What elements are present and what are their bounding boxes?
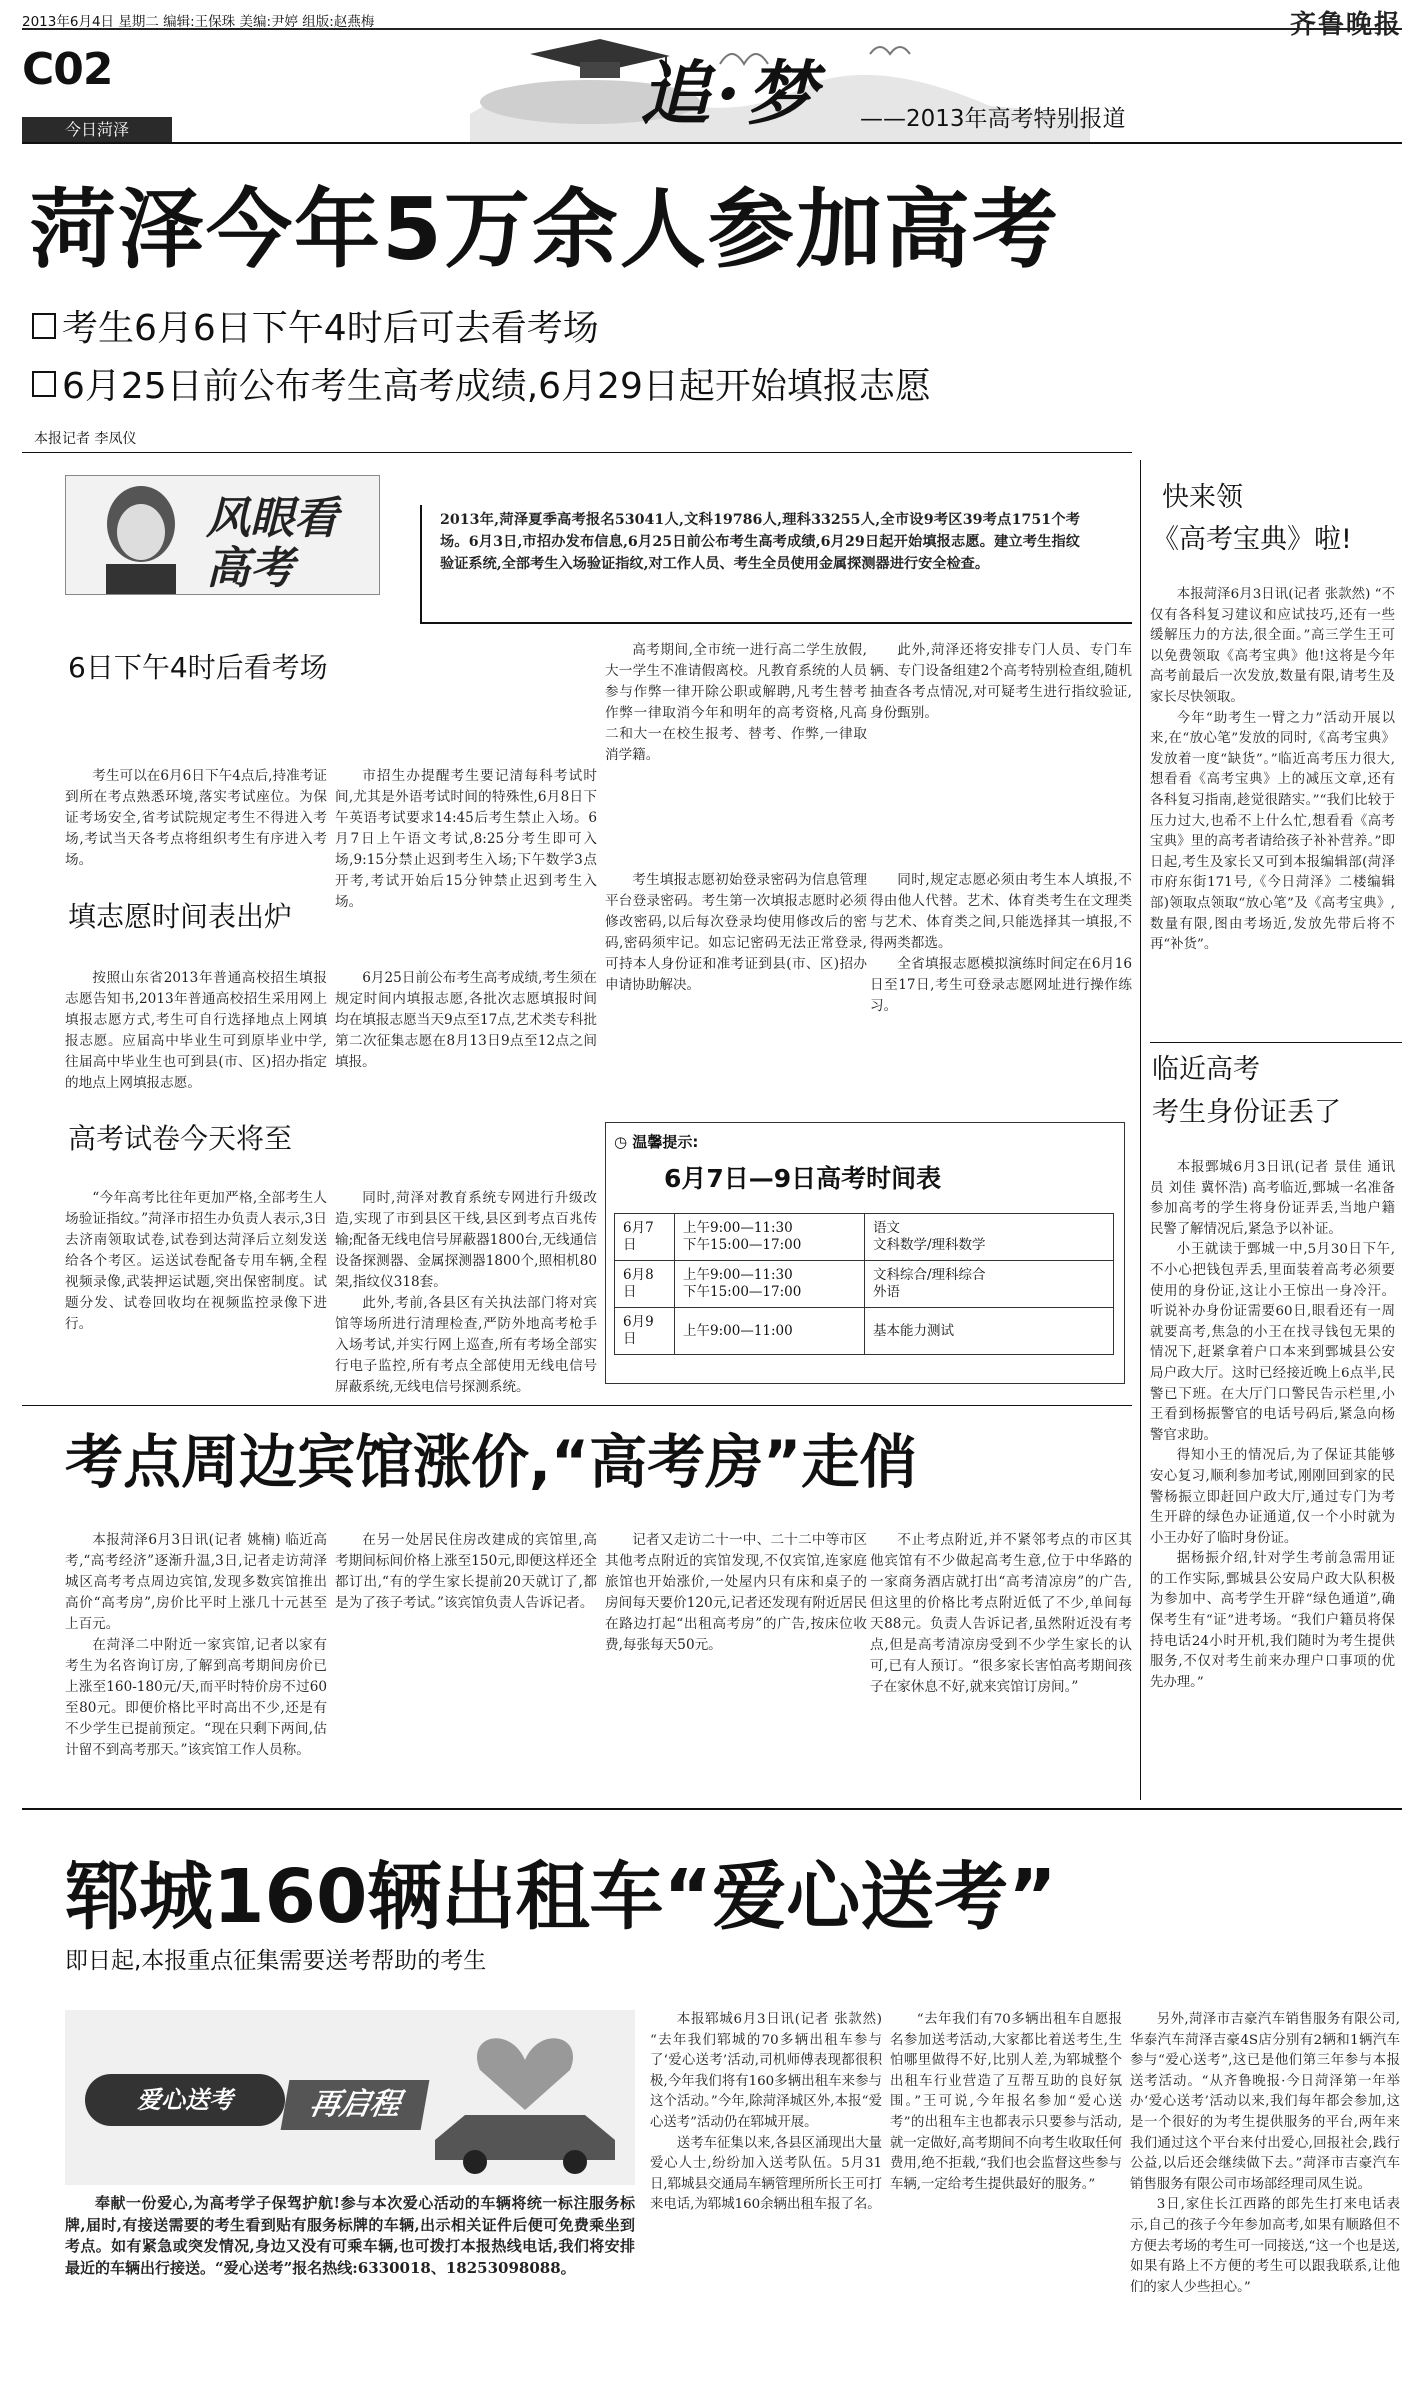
table-row	[615, 1261, 1114, 1308]
paragraph	[870, 870, 1132, 1096]
lead-byline: 本报记者 李凤仪	[34, 431, 137, 447]
taxi-headline: 郓城160辆出租车“爱心送考”	[65, 1854, 1057, 1940]
checkbox-square-icon	[32, 371, 56, 397]
table-cell: 上午9:00—11:30 下午15:00—17:00	[675, 1261, 865, 1308]
table-cell: 语文 文科数学/理科数学	[865, 1214, 1114, 1261]
heading-exam-book-1: 快来领	[1162, 482, 1243, 513]
table-row	[615, 1308, 1114, 1355]
paragraph	[1130, 2010, 1400, 2395]
paragraph-text: 本报菏泽6月3日讯(记者 姚楠) 临近高考,“高考经济”逐渐升温,3日,记者走访菏泽城区高考考点周边宾馆,发现多数宾馆推出高价“高考房”,房价比平时上涨几十元甚至上百元。	[65, 1532, 327, 1632]
heading-fill-application: 填志愿时间表出炉	[68, 900, 293, 933]
lead-subhead-2-text: 6月25日前公布考生高考成绩,6月29日起开始填报志愿	[62, 366, 931, 407]
paragraph-text: 得知小王的情况后,为了保证其能够安心复习,顺利参加考试,刚刚回到家的民警杨振立即赶回户政大厅,通过专门为考生开辟的绿色办证通道,仅一个小时就为小王办好了临时身份证。	[1150, 1448, 1395, 1546]
column-divider	[1140, 460, 1141, 1800]
paragraph-text: 记者又走访二十一中、二十二中等市区其他考点附近的宾馆发现,不仅宾馆,连家庭旅馆也开始涨价,一处屋内只有床和桌子的房间每天要价120元,记者还发现有附近居民在路边打起“出租高考房”的广告,按床位收费,每张每天50元。	[605, 1532, 867, 1653]
page-number: C02	[22, 44, 113, 95]
paragraph-text: 全省填报志愿模拟演练时间定在6月16日至17日,考生可登录志愿网址进行操作练习。	[870, 956, 1132, 1014]
chase-dream-title: 追·梦	[640, 52, 823, 135]
heading-see-exam-room: 6日下午4时后看考场	[68, 651, 328, 684]
hotel-headline: 考点周边宾馆涨价,“高考房”走俏	[65, 1428, 918, 1496]
paragraph-text: 今年“助考生一臂之力”活动开展以来,在“放心笔”发放的同时,《高考宝典》发放着一度“缺货”。”临近高考压力很大,想看看《高考宝典》上的减压文章,还有各科复习指南,趁觉很踏实。”“我们比较于压力过大,也希不上什么忙,想看看《高考宝典》里的高考者请给孩子补补营养。”即日起,考生及家长又可到本报编辑部(菏泽市府东街171号,《今日菏泽》二楼编辑部)领取点领取“放心笔”及《高考宝典》,数量有限,图由考场近,发放先带后将不再“补货”。	[1150, 710, 1395, 953]
divider	[22, 1808, 1402, 1810]
paragraph-text: 3日,家住长江西路的郎先生打来电话表示,自己的孩子今年参加高考,如果有顺路但不方便去考场的考生可一同接送,“这一个也是送,如果有路上不方便的考生可以跟我联系,让他们的家人少些担心。”	[1130, 2197, 1400, 2295]
exam-schedule-box	[605, 1122, 1125, 1384]
paragraph	[605, 640, 867, 854]
heading-lost-id-1: 临近高考	[1152, 1054, 1260, 1085]
lead-subhead-1	[32, 300, 599, 351]
paragraph	[870, 640, 1132, 854]
paragraph	[605, 1530, 867, 1796]
love-delivery-logo	[65, 2010, 635, 2185]
paragraph-text: 考生填报志愿初始登录密码为信息管理平台登录密码。考生第一次填报志愿时必须修改密码,以后每次登录均使用修改后的密码,密码须牢记。如忘记密码无法正常登录,可持本人身份证和准考证到县(市、区)招办申请协助解决。	[605, 872, 867, 993]
table-cell: 6月7日	[615, 1214, 675, 1261]
paragraph-text: 在菏泽二中附近一家宾馆,记者以家有考生为名咨询订房,了解到高考期间房价已上涨至160-180元/天,而平时特价房不过60至80元。即便价格比平时高出不少,还是有不少学生已提前预定。“现在只剩下两间,估计留不到高考那天。”该宾馆工作人员称。	[65, 1637, 327, 1758]
paragraph-text: 同时,菏泽对教育系统专网进行升级改造,实现了市到县区干线,县区到考点百兆传输;配备无线电信号屏蔽器1800台,无线通信设备探测器、金属探测器1800个,照相机80架,指纹仪318套。	[335, 1190, 597, 1290]
paragraph-text: 小王就读于鄄城一中,5月30日下午,不小心把钱包弄丢,里面装着高考必须要使用的身份证,这让小王惊出一身冷汗。听说补办身份证需要60日,眼看还有一周就要高考,焦急的小王在找寻钱包无果的情况下,赶紧拿着户口本来到鄄城县公安局户政大厅。这时已经接近晚上6点半,民警已下班。在大厅门口警民告示栏里,小王看到杨振警官的电话号码后,紧急向杨警官求助。	[1150, 1242, 1395, 1443]
clock-icon: ◷	[614, 1133, 628, 1151]
checkbox-square-icon	[32, 313, 56, 339]
paragraph	[65, 968, 327, 1096]
table-cell: 上午9:00—11:00	[675, 1308, 865, 1355]
lead-headline: 菏泽今年5万余人参加高考	[30, 180, 1060, 280]
paragraph-text: 高考期间,全市统一进行高二学生放假,大一学生不准请假离校。凡教育系统的人员参与作弊一律开除公职或解聘,凡考生替考作弊一律取消今年和明年的高考资格,凡高二和大一在校生报考、替考、作弊,一律取消学籍。	[605, 642, 867, 763]
schedule-tip-text: 温馨提示:	[632, 1133, 699, 1151]
paragraph	[335, 1188, 597, 1398]
heading-lost-id-2: 考生身份证丢了	[1152, 1097, 1341, 1128]
paragraph-text: 本报郓城6月3日讯(记者 张款然) “去年我们郓城的70多辆出租车参与了‘爱心送考’活动,司机师傅表现都很积极,今年我们将有160多辆出租车来参与这个活动。”今年,除菏泽城区外,本报“爱心送考”活动仍在郓城开展。	[650, 2012, 882, 2130]
table-cell: 6月8日	[615, 1261, 675, 1308]
paragraph	[890, 2010, 1122, 2395]
masthead	[22, 8, 1402, 40]
paragraph	[65, 766, 327, 868]
logo-text-2: 再启程	[281, 2080, 430, 2130]
heading-exam-book-2: 《高考宝典》啦!	[1152, 524, 1352, 555]
schedule-title: 6月7日—9日高考时间表	[664, 1164, 942, 1193]
heading-exam-papers: 高考试卷今天将至	[68, 1122, 293, 1155]
car-heart-icon	[425, 2020, 625, 2170]
table-cell: 上午9:00—11:30 下午15:00—17:00	[675, 1214, 865, 1261]
header-divider	[22, 142, 1402, 144]
paragraph-text: 此外,考前,各县区有关执法部门将对宾馆等场所进行清理检查,严防外地高考枪手入场考试,并实行网上巡查,所有考场全部实行电子监控,所有考点全部使用无线电信号屏蔽系统,无线电信号探测系统。	[335, 1295, 597, 1395]
table-cell: 基本能力测试	[865, 1308, 1114, 1355]
paragraph-text: 据杨振介绍,针对学生考前急需用证的工作实际,鄄城县公安局户政大队积极为参加中、高考学生开辟“绿色通道”,确保考生有“证”进考场。“我们户籍员将保持电话24小时开机,我们随时为考生提供服务,不仅对考生前来办理户口事项的优先办理。”	[1150, 1551, 1395, 1690]
paragraph-text: 本报菏泽6月3日讯(记者 张款然) “不仅有各科复习建议和应试技巧,还有一些缓解压力的方法,很全面。”高三学生王可以免费领取《高考宝典》他!这将是今年高考前最后一次发放,数量有限,请考生及家长尽快领取。	[1150, 587, 1395, 705]
paragraph-text: 按照山东省2013年普通高校招生填报志愿告知书,2013年普通高校招生采用网上填报志愿方式,考生可自行选择地点上网填报志愿。应届高中毕业生可到原毕业中学,往届高中毕业生也可到县(市、区)招办指定的地点上网填报志愿。	[65, 970, 327, 1091]
paragraph-text: 在另一处居民住房改建成的宾馆里,高考期间标间价格上涨至150元,即便这样还全都订出,“有的学生家长提前20天就订了,都是为了孩子考试。”该宾馆负责人告诉记者。	[335, 1532, 597, 1611]
logo-text-1: 爱心送考	[85, 2074, 285, 2126]
table-row	[615, 1214, 1114, 1261]
paragraph	[1150, 585, 1395, 1040]
lead-subhead-1-text: 考生6月6日下午4时后可去看考场	[62, 308, 599, 349]
special-report-label: ——2013年高考特别报道	[860, 106, 1126, 132]
taxi-subhead: 即日起,本报重点征集需要送考帮助的考生	[65, 1948, 487, 1974]
table-cell: 6月9日	[615, 1308, 675, 1355]
paragraph-text: 本报鄄城6月3日讯(记者 景佳 通讯员 刘佳 冀怀浩) 高考临近,鄄城一名准备参加高考的学生将身份证弄丢,当地户籍民警了解情况后,紧急予以补证。	[1150, 1160, 1395, 1237]
column-logo	[65, 475, 380, 595]
lead-subhead-2	[32, 358, 931, 409]
divider	[420, 622, 1132, 624]
paragraph-text: 此外,菏泽还将安排专门人员、专门车辆、专门设备组建2个高考特别检查组,随机抽查各考点情况,对可疑考生进行指纹验证,身份甄别。	[870, 642, 1132, 721]
paragraph	[605, 870, 867, 1096]
paragraph-text: 奉献一份爱心,为高考学子保驾护航!参与本次爱心活动的车辆将统一标注服务标牌,届时,有接送需要的考生看到贴有服务标牌的车辆,出示相关证件后便可免费乘坐到考点。如有紧急或突发情况,身边又没有可乘车辆,也可拨打本报热线电话,我们将安排最近的车辆出行接送。“爱心送考”报名热线:6330018、18253098088。	[65, 2194, 635, 2277]
divider	[22, 452, 1132, 453]
paragraph	[335, 766, 597, 910]
paragraph-text: 送考车征集以来,各县区涌现出大量爱心人士,纷纷加入送考队伍。5月31日,郓城县交通局车辆管理所所长王可打来电话,为郓城160余辆出租车报了名。	[650, 2135, 882, 2213]
lead-intro: 2013年,菏泽夏季高考报名53041人,文科19786人,理科33255人,全市设9考区39考点1751个考场。6月3日,市招办发布信息,6月25日前公布考生高考成绩,6月29日起开始填报志愿。建立考生指纹验证系统,全部考生入场验证指纹,对工作人员、考生全员使用金属探测器进行安全检查。	[440, 512, 1080, 572]
table-cell: 文科综合/理科综合 外语	[865, 1261, 1114, 1308]
paragraph-text: “去年我们有70多辆出租车自愿报名参加送考活动,大家都比着送考生,生怕哪里做得不好,比别人差,为郓城整个出租车行业营造了互帮互助的良好氛围。”王可说,今年报名参加“爱心送考”的出租车主也都表示只要参与活动,就一定做好,高考期间不向考生收取任何费用,绝不拒载,“我们也会监督这些参与车辆,一定给考生提供最好的服务。”	[890, 2012, 1122, 2192]
paragraph-text: 6月25日前公布考生高考成绩,考生须在规定时间内填报志愿,各批次志愿填报时间均在填报志愿当天9点至17点,艺术类专科批第二次征集志愿在8月13日9点至12点之间填报。	[335, 970, 597, 1070]
masthead-date: 2013年6月4日 星期二 编辑:王保珠 美编:尹婷 组版:赵燕梅	[22, 14, 375, 30]
divider	[420, 505, 422, 623]
paragraph	[1150, 1158, 1395, 1798]
paragraph-text: 市招生办提醒考生要记清每科考试时间,尤其是外语考试时间的特殊性,6月8日下午英语考试要求14:45后考生禁止入场。6月7日上午语文考试,8:25分考生即可入场,9:15分禁止迟到考生入场;下午数学3点开考,考试开始后15分钟禁止迟到考生入场。	[335, 768, 597, 910]
schedule-table	[614, 1213, 1114, 1355]
newspaper-name: 齐鲁晚报	[1289, 10, 1402, 40]
paragraph-text: “今年高考比往年更加严格,全部考生人场验证指纹。”菏泽市招生办负责人表示,3日去济南领取试卷,试卷到达菏泽后立刻发送给各个考区。运送试卷配备专用车辆,全程视频录像,武装押运试题,突出保密制度。试题分发、试卷回收均在视频监控录像下进行。	[65, 1190, 327, 1332]
paragraph	[65, 1188, 327, 1398]
paragraph-text: 同时,规定志愿必须由考生本人填报,不得由他人代替。艺术、体育类考生在文理类与艺术、体育类之间,只能选择其一填报,不得两类都选。	[870, 872, 1132, 951]
divider	[1150, 1042, 1402, 1043]
paragraph-text: 考生可以在6月6日下午4点后,持准考证到所在考点熟悉环境,落实考试座位。为保证考场安全,省考试院规定考生不得进入考场,考试当天各考点将组织考生有序进入考场。	[65, 768, 327, 868]
columnist-portrait	[76, 476, 206, 594]
column-logo-text: 风眼看高考	[206, 493, 338, 594]
section-label: 今日菏泽	[22, 117, 172, 143]
paragraph	[65, 1530, 327, 1796]
paragraph-text: 另外,菏泽市吉豪汽车销售服务有限公司,华泰汽车菏泽吉豪4S店分别有2辆和1辆汽车参与“爱心送考”,这已是他们第三年参与本报送考活动。“从齐鲁晚报·今日菏泽第一年举办‘爱心送考’活动以来,我们每年都会参加,这是一个很好的为考生提供服务的平台,两年来我们通过这个平台来付出爱心,回报社会,践行公益,以后还会继续做下去。”菏泽市吉豪汽车销售服务有限公司市场部经理司凤生说。	[1130, 2012, 1400, 2192]
paragraph	[650, 2010, 882, 2395]
taxi-call-to-action	[65, 2193, 635, 2343]
paragraph-text: 不止考点附近,并不紧邻考点的市区其他宾馆有不少做起高考生意,位于中华路的一家商务酒店就打出“高考清凉房”的广告,但这里的价格比考点附近低了不少,单间每天88元。负责人告诉记者,虽然附近没有考点,但是高考清凉房受到不少学生家长的认可,已有人预订。“很多家长害怕高考期间孩子在家休息不好,就来宾馆订房间。”	[870, 1532, 1132, 1695]
paragraph	[335, 968, 597, 1096]
paragraph	[335, 1530, 597, 1796]
paragraph	[870, 1530, 1132, 1796]
divider	[22, 1405, 1132, 1406]
schedule-tip	[614, 1131, 698, 1152]
